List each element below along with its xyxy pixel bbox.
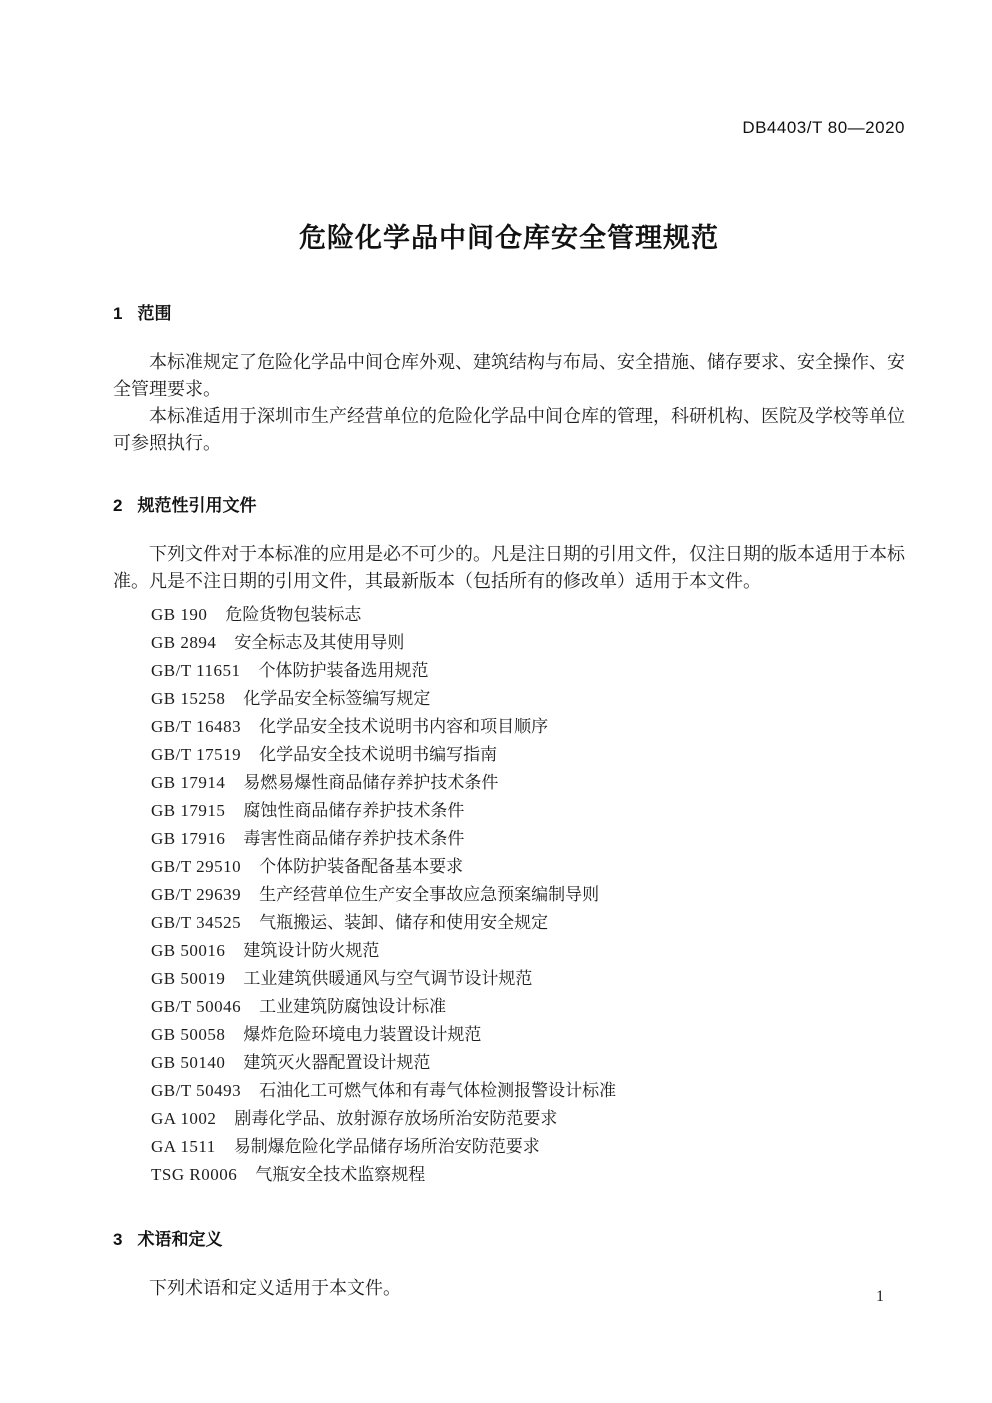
reference-code: GB 50016 bbox=[151, 941, 226, 960]
reference-item bbox=[151, 909, 905, 937]
reference-code: GB 17914 bbox=[151, 773, 226, 792]
section-2-number: 2 bbox=[113, 496, 123, 515]
document-number: DB4403/T 80—2020 bbox=[742, 118, 905, 137]
reference-item bbox=[151, 741, 905, 769]
reference-title: 气瓶搬运、装卸、储存和使用安全规定 bbox=[259, 913, 549, 932]
reference-title: 毒害性商品储存养护技术条件 bbox=[243, 829, 465, 848]
reference-item bbox=[151, 1105, 905, 1133]
reference-code: GB/T 29639 bbox=[151, 885, 242, 904]
reference-item bbox=[151, 993, 905, 1021]
reference-code: GB 50140 bbox=[151, 1053, 226, 1072]
reference-title: 爆炸危险环境电力装置设计规范 bbox=[243, 1025, 482, 1044]
reference-title: 工业建筑供暖通风与空气调节设计规范 bbox=[243, 969, 533, 988]
section-1-body bbox=[113, 349, 905, 457]
reference-title: 易燃易爆性商品储存养护技术条件 bbox=[243, 773, 499, 792]
paragraph: 下列文件对于本标准的应用是必不可少的。凡是注日期的引用文件，仅注日期的版本适用于本标准。凡是不注日期的引用文件，其最新版本（包括所有的修改单）适用于本文件。 bbox=[113, 544, 905, 591]
reference-code: GB/T 11651 bbox=[151, 661, 241, 680]
reference-code: GB/T 16483 bbox=[151, 717, 242, 736]
reference-code: GA 1511 bbox=[151, 1137, 216, 1156]
section-3-body bbox=[113, 1275, 905, 1302]
reference-item bbox=[151, 1133, 905, 1161]
section-2-heading bbox=[113, 491, 905, 516]
reference-title: 建筑设计防火规范 bbox=[243, 941, 380, 960]
section-1-heading bbox=[113, 299, 905, 324]
document-title: 危险化学品中间仓库安全管理规范 bbox=[299, 223, 719, 253]
paragraph: 本标准适用于深圳市生产经营单位的危险化学品中间仓库的管理，科研机构、医院及学校等单位可参照执行。 bbox=[113, 406, 905, 453]
reference-code: GB/T 29510 bbox=[151, 857, 242, 876]
reference-code: GB 50019 bbox=[151, 969, 226, 988]
reference-title: 建筑灭火器配置设计规范 bbox=[243, 1053, 431, 1072]
reference-item bbox=[151, 825, 905, 853]
reference-code: GB 17915 bbox=[151, 801, 226, 820]
reference-item bbox=[151, 1161, 905, 1189]
reference-code: GB 2894 bbox=[151, 633, 217, 652]
section-3-number: 3 bbox=[113, 1230, 123, 1249]
normative-references-list bbox=[151, 601, 905, 1189]
page-number: 1 bbox=[876, 1288, 884, 1305]
reference-title: 个体防护装备选用规范 bbox=[258, 661, 429, 680]
reference-item bbox=[151, 769, 905, 797]
reference-title: 化学品安全标签编写规定 bbox=[243, 689, 431, 708]
reference-item bbox=[151, 881, 905, 909]
reference-title: 石油化工可燃气体和有毒气体检测报警设计标准 bbox=[259, 1081, 617, 1100]
reference-title: 气瓶安全技术监察规程 bbox=[255, 1165, 426, 1184]
reference-title: 工业建筑防腐蚀设计标准 bbox=[259, 997, 447, 1016]
reference-item bbox=[151, 629, 905, 657]
reference-item bbox=[151, 685, 905, 713]
paragraph: 下列术语和定义适用于本文件。 bbox=[149, 1278, 401, 1298]
section-2-body bbox=[113, 541, 905, 595]
reference-title: 安全标志及其使用导则 bbox=[234, 633, 405, 652]
reference-item bbox=[151, 853, 905, 881]
section-2-title: 规范性引用文件 bbox=[137, 496, 257, 515]
reference-item bbox=[151, 1077, 905, 1105]
reference-code: GB/T 34525 bbox=[151, 913, 242, 932]
reference-title: 个体防护装备配备基本要求 bbox=[259, 857, 464, 876]
reference-item bbox=[151, 937, 905, 965]
reference-title: 化学品安全技术说明书编写指南 bbox=[259, 745, 498, 764]
reference-code: GB/T 50046 bbox=[151, 997, 242, 1016]
reference-item bbox=[151, 601, 905, 629]
reference-code: TSG R0006 bbox=[151, 1165, 238, 1184]
reference-item bbox=[151, 1049, 905, 1077]
reference-item bbox=[151, 797, 905, 825]
reference-title: 易制爆危险化学品储存场所治安防范要求 bbox=[233, 1137, 540, 1156]
section-3-heading bbox=[113, 1225, 905, 1250]
reference-title: 腐蚀性商品储存养护技术条件 bbox=[243, 801, 465, 820]
reference-code: GB 15258 bbox=[151, 689, 226, 708]
reference-title: 生产经营单位生产安全事故应急预案编制导则 bbox=[259, 885, 600, 904]
paragraph: 本标准规定了危险化学品中间仓库外观、建筑结构与布局、安全措施、储存要求、安全操作、安全管理要求。 bbox=[113, 352, 905, 399]
reference-item bbox=[151, 657, 905, 685]
reference-title: 危险货物包装标志 bbox=[225, 605, 362, 624]
reference-code: GB 50058 bbox=[151, 1025, 226, 1044]
reference-code: GA 1002 bbox=[151, 1109, 217, 1128]
section-1-number: 1 bbox=[113, 304, 123, 323]
reference-code: GB 190 bbox=[151, 605, 208, 624]
reference-item bbox=[151, 1021, 905, 1049]
section-1-title: 范围 bbox=[137, 304, 172, 323]
reference-item bbox=[151, 713, 905, 741]
section-3-title: 术语和定义 bbox=[137, 1230, 223, 1249]
reference-title: 剧毒化学品、放射源存放场所治安防范要求 bbox=[234, 1109, 558, 1128]
reference-title: 化学品安全技术说明书内容和项目顺序 bbox=[259, 717, 549, 736]
reference-code: GB 17916 bbox=[151, 829, 226, 848]
reference-code: GB/T 50493 bbox=[151, 1081, 242, 1100]
reference-code: GB/T 17519 bbox=[151, 745, 242, 764]
reference-item bbox=[151, 965, 905, 993]
